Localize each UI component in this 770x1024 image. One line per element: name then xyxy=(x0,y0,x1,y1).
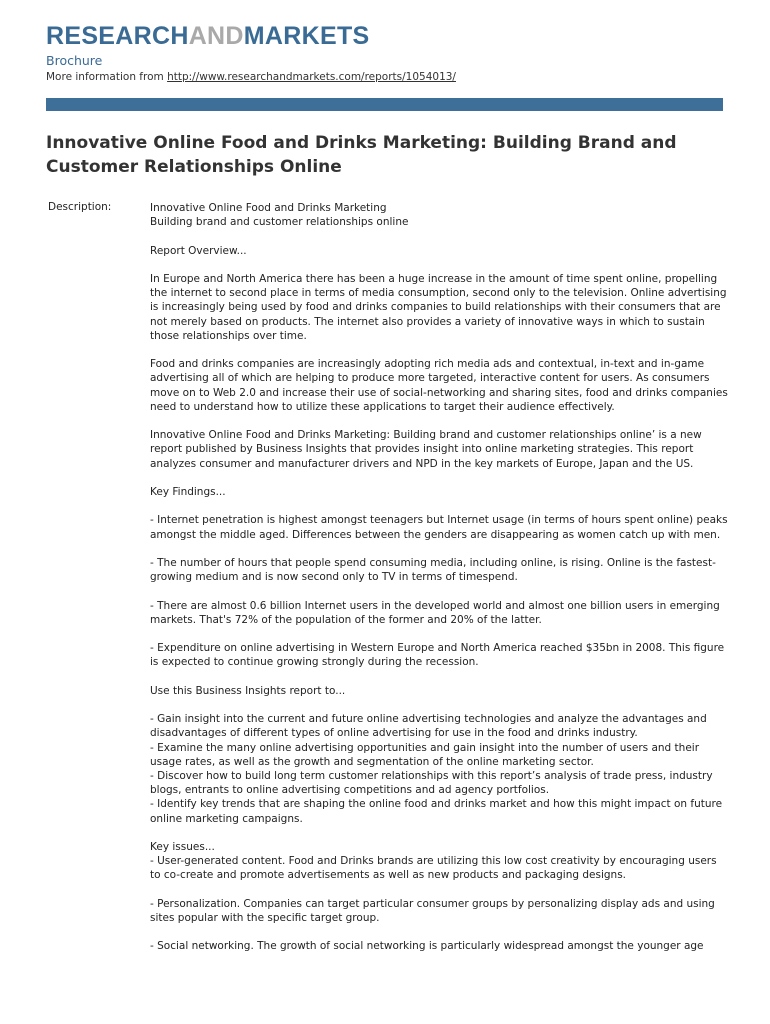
description-paragraph xyxy=(150,513,728,541)
paragraph-line: - There are almost 0.6 billion Internet users in the developed world and almost one billion users in emerging markets. That's 72% of the population of the former and 20% of the latter. xyxy=(150,599,720,626)
paragraph-line: Use this Business Insights report to... xyxy=(150,684,346,697)
description-paragraph xyxy=(150,428,728,471)
paragraph-line: Key issues... xyxy=(150,840,215,853)
paragraph-line: Report Overview... xyxy=(150,244,247,257)
logo-and: AND xyxy=(188,22,244,50)
brochure-label: Brochure xyxy=(46,53,103,68)
paragraph-line: - Internet penetration is highest amongst teenagers but Internet usage (in terms of hours spent online) peaks amongst the middle aged. Differences between the genders are disappearing as women catch up with men. xyxy=(150,514,728,541)
report-link[interactable]: http://www.researchandmarkets.com/reports/1054013/ xyxy=(167,71,456,83)
description-paragraph xyxy=(150,272,728,343)
paragraph-line: Building brand and customer relationships online xyxy=(150,216,409,229)
description-paragraph xyxy=(150,684,728,698)
paragraph-line: - Examine the many online advertising opportunities and gain insight into the number of users and their usage rates, as well as the growth and segmentation of the online marketing sector. xyxy=(150,741,700,768)
research-and-markets-logo xyxy=(46,22,370,51)
description-paragraph xyxy=(150,201,728,229)
logo-research: RESEARCH xyxy=(46,22,189,50)
paragraph-line: Key Findings... xyxy=(150,485,226,498)
description-paragraph xyxy=(150,357,728,414)
description-paragraph xyxy=(150,712,728,826)
more-info-line xyxy=(46,71,456,83)
description-paragraph xyxy=(150,485,728,499)
paragraph-line: - Expenditure on online advertising in Western Europe and North America reached $35bn in 2008. This figure is expected to continue growing strongly during the recession. xyxy=(150,642,725,669)
paragraph-line: - The number of hours that people spend consuming media, including online, is rising. Online is the fastest-growing medium and is now second only to TV in terms of timespend. xyxy=(150,556,716,584)
logo-markets: MARKETS xyxy=(243,22,370,50)
paragraph-line: Innovative Online Food and Drinks Marketing: Building brand and customer relationships online’ is a new report published by Business Insights that provides insight into online marketing strategies. This report analyzes consumer and manufacturer drivers and NPD in the key markets of Europe, Japan and the US. xyxy=(150,429,702,470)
description-paragraph xyxy=(150,897,728,925)
description-label: Description: xyxy=(48,201,112,213)
paragraph-line: - Identify key trends that are shaping the online food and drinks market and how this might impact on future online marketing campaigns. xyxy=(150,798,723,825)
paragraph-line: - Personalization. Companies can target particular consumer groups by personalizing display ads and using sites popular with the specific target group. xyxy=(150,897,715,924)
paragraph-line: Innovative Online Food and Drinks Marketing xyxy=(150,202,387,214)
paragraph-line: - Gain insight into the current and future online advertising technologies and analyze the advantages and disadvantages of different types of online advertising for use in the food and drinks industry. xyxy=(150,713,707,740)
description-paragraph xyxy=(150,599,728,627)
paragraph-line: Food and drinks companies are increasingly adopting rich media ads and contextual, in-text and in-game advertising all of which are helping to produce more targeted, interactive content for users. As consumers move on to Web 2.0 and increase their use of social-networking and sharing sites, food and drinks companies need to understand how to utilize these applications to target their audience effectively. xyxy=(150,358,728,413)
header-divider-bar xyxy=(46,98,723,111)
paragraph-line: - Social networking. The growth of social networking is particularly widespread amongst the younger age xyxy=(150,940,704,953)
description-paragraph xyxy=(150,641,728,669)
description-paragraph xyxy=(150,556,728,584)
paragraph-line: - Discover how to build long term customer relationships with this report’s analysis of trade press, industry blogs, entrants to online advertising competitions and ad agency portfolios. xyxy=(150,769,713,797)
description-paragraph xyxy=(150,840,728,883)
description-paragraph xyxy=(150,244,728,258)
more-info-prefix: More information from xyxy=(46,71,168,83)
paragraph-line: - User-generated content. Food and Drinks brands are utilizing this low cost creativity by encouraging users to co-create and promote advertisements as well as new products and packaging designs. xyxy=(150,855,717,882)
page-title: Innovative Online Food and Drinks Marketing: Building Brand and Customer Relationships Online xyxy=(46,133,677,177)
description-body xyxy=(150,201,728,968)
description-paragraph xyxy=(150,939,728,953)
paragraph-line: In Europe and North America there has been a huge increase in the amount of time spent online, propelling the internet to second place in terms of media consumption, second only to the television. Online advertising is increasingly being used by food and drinks companies to build relationships with their consumers that are not merely based on products. The internet also provides a variety of innovative ways in which to sustain those relationships over time. xyxy=(150,272,727,342)
